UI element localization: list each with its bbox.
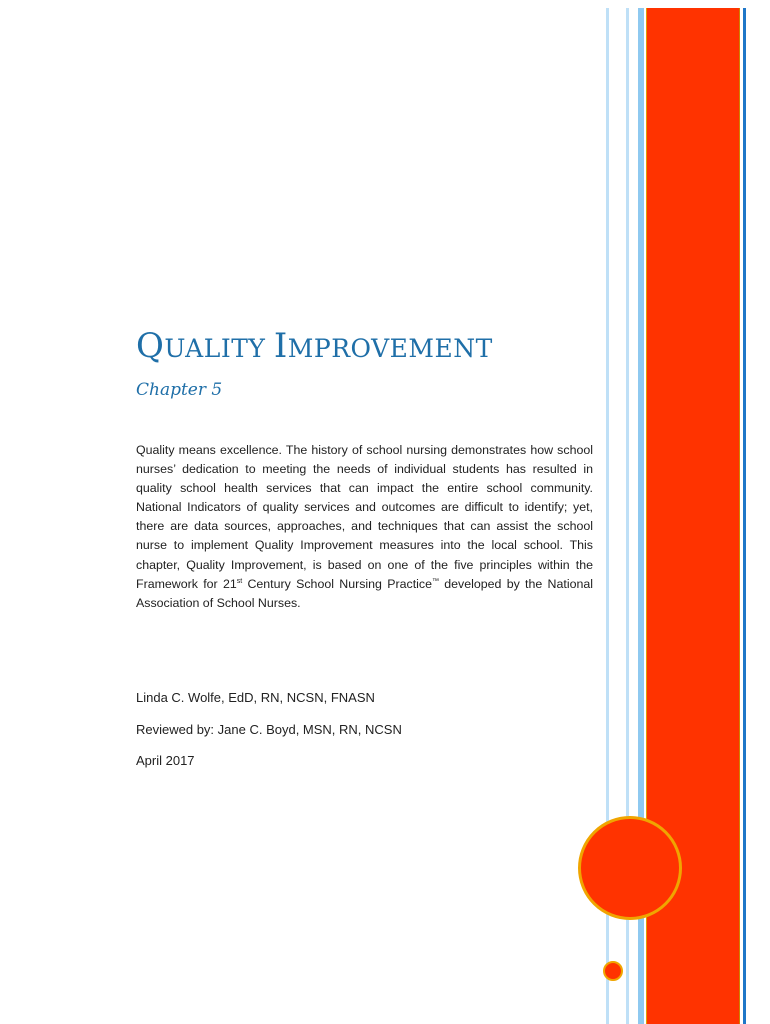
decorative-stripe-dark-blue bbox=[743, 8, 746, 1024]
chapter-title bbox=[136, 326, 493, 366]
title-initial-q: Q bbox=[136, 326, 165, 366]
chapter-subtitle: Chapter 5 bbox=[136, 380, 223, 400]
publication-date: April 2017 bbox=[136, 753, 195, 768]
author-line: Linda C. Wolfe, EdD, RN, NCSN, FNASN bbox=[136, 690, 375, 705]
title-word-2-rest: MPROVEMENT bbox=[287, 334, 493, 363]
chapter-abstract bbox=[136, 441, 593, 613]
abstract-superscript-st: st bbox=[236, 577, 243, 585]
decorative-large-circle bbox=[578, 816, 682, 920]
abstract-text-3: developed by the National Association of School Nurses. bbox=[136, 576, 593, 610]
title-initial-i: I bbox=[273, 326, 288, 366]
reviewer-line: Reviewed by: Jane C. Boyd, MSN, RN, NCSN bbox=[136, 722, 402, 737]
abstract-superscript-tm: ™ bbox=[431, 577, 439, 585]
abstract-text-2: Century School Nursing Practice bbox=[242, 576, 432, 591]
abstract-text-1: Quality means excellence. The history of school nursing demonstrates how school nurses’ dedication to meeting the needs of individual students has resulted in quality school health services that can impact the entire school community. National Indicators of quality services and outcomes are difficult to identify; yet, there are data sources, approaches, and techniques that can assist the school nurse to implement Quality Improvement measures into the local school. This chapter, Quality Improvement, is based on one of the five principles within the Framework for 21 bbox=[136, 443, 593, 591]
decorative-small-circle bbox=[603, 961, 623, 981]
title-word-1-rest: UALITY bbox=[164, 334, 274, 363]
